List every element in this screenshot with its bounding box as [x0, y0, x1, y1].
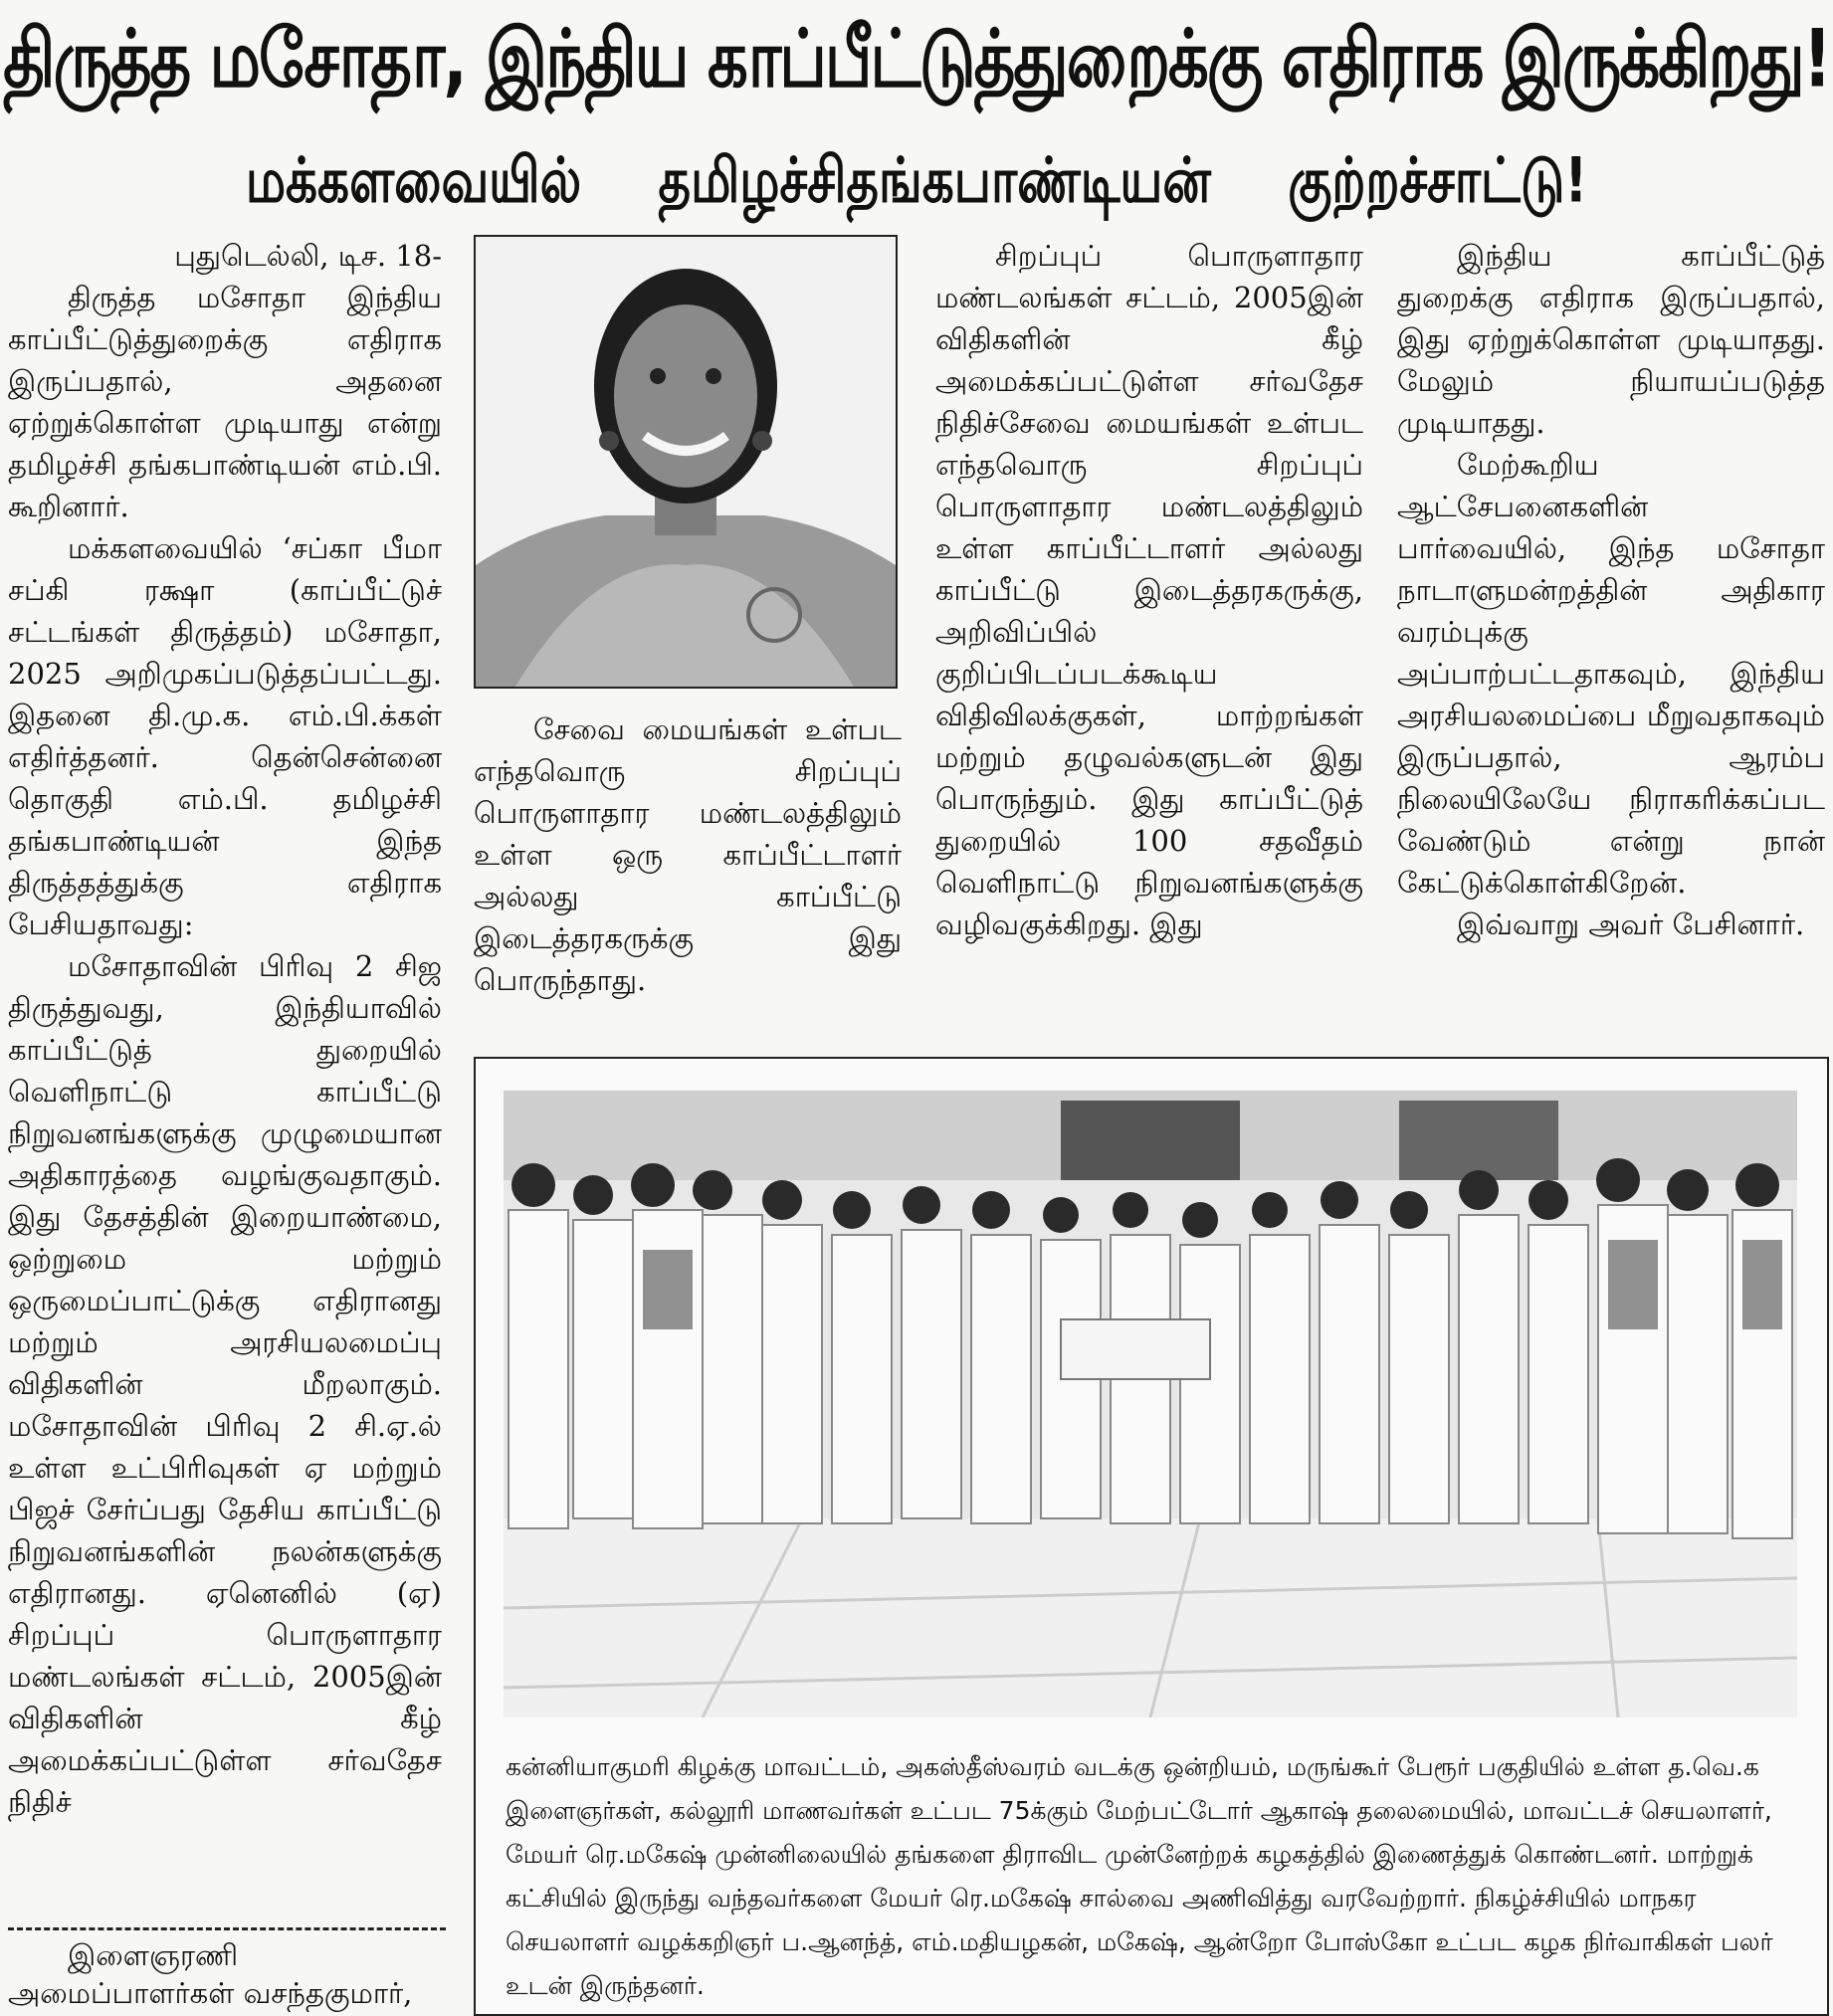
- paragraph: இளைஞரணி அமைப்பாளர்கள் வசந்தகுமார்,: [8, 1938, 413, 2010]
- group-photo-box: [474, 1057, 1829, 2016]
- paragraph: இந்திய காப்பீட்டுத் துறைக்கு எதிராக இருப்பதால், இது ஏற்றுக்கொள்ள முடியாதது. மேலும் நியாயப்படுத்த முடியாதது.: [1397, 239, 1825, 440]
- portrait-photo: [474, 235, 898, 689]
- paragraph: மசோதாவின் பிரிவு 2 சிஜ திருத்துவது, இந்தியாவில் காப்பீட்டுத் துறையில் வெளிநாட்டு காப்பீட்டு நிறுவனங்களுக்கு முழுமையான அதிகாரத்தை வழங்குவதாகும். இது தேசத்தின் இறையாண்மை, ஒற்றுமை மற்றும் ஒருமைப்பாட்டுக்கு எதிரானது மற்றும் அரசியலமைப்பு விதிகளின் மீறலாகும். மசோதாவின் பிரிவு 2 சி.ஏ.ல் உள்ள உட்பிரிவுகள் ஏ மற்றும் பிஜச் சேர்ப்பது தேசிய காப்பீட்டு நிறுவனங்களின் நலன்களுக்கு எதிரானது. ஏனெனில் (ஏ) சிறப்புப் பொருளாதார மண்டலங்கள் சட்டம், 2005இன் விதிகளின் கீழ் அமைக்கப்பட்டுள்ள சர்வதேச நிதிச்: [8, 949, 442, 1819]
- paragraph: சிறப்புப் பொருளாதார மண்டலங்கள் சட்டம், 2005இன் விதிகளின் கீழ் அமைக்கப்பட்டுள்ள சர்வதேச நிதிச்சேவை மையங்கள் உள்பட எந்தவொரு சிறப்புப் பொருளாதார மண்டலத்திலும் உள்ள காப்பீட்டாளர் அல்லது காப்பீட்டு இடைத்தரகருக்கு, அறிவிப்பில் குறிப்பிடப்படக்கூடிய விதிவிலக்குகள், மாற்றங்கள் மற்றும் தழுவல்களுடன் இது பொருந்தும். இது காப்பீட்டுத் துறையில் 100 சதவீதம் வெளிநாட்டு நிறுவனங்களுக்கு வழிவகுக்கிறது. இது: [935, 239, 1363, 941]
- paragraph: திருத்த மசோதா இந்திய காப்பீட்டுத்துறைக்கு எதிராக இருப்பதால், அதனை ஏற்றுக்கொள்ள முடியாது என்று தமிழச்சி தங்கபாண்டியன் எம்.பி. கூறினார்.: [8, 281, 442, 523]
- article-column-1: [8, 235, 442, 2016]
- article-column-3: [935, 235, 1363, 1031]
- second-article: [8, 1936, 442, 2012]
- paragraph: மக்களவையில் ‘சப்கா பீமா சப்கி ரக்ஷா (காப்பீட்டுச் சட்டங்கள் திருத்தம்) மசோதா, 2025 அறிமுகப்படுத்தப்பட்டது. இதனை தி.மு.க. எம்.பி.க்கள் எதிர்த்தனர். தென்சென்னை தொகுதி எம்.பி. தமிழச்சி தங்கபாண்டியன் இந்த திருத்தத்துக்கு எதிராக பேசியதாவது:: [8, 531, 442, 941]
- column-divider: [8, 1927, 446, 1930]
- paragraph: இவ்வாறு அவர் பேசினார்.: [1457, 907, 1805, 941]
- portrait-image: [476, 237, 896, 687]
- headline: திருத்த மசோதா, இந்திய காப்பீட்டுத்துறைக்கு எதிராக இருக்கிறது!: [3, 13, 1830, 106]
- paragraph: சேவை மையங்கள் உள்பட எந்தவொரு சிறப்புப் பொருளாதார மண்டலத்திலும் உள்ள ஒரு காப்பீட்டாளர் அல்லது காப்பீட்டு இடைத்தரகருக்கு இது பொருந்தாது.: [474, 712, 902, 997]
- group-photo-image: [504, 1091, 1797, 1717]
- paragraph: மேற்கூறிய ஆட்சேபனைகளின் பார்வையில், இந்த மசோதா நாடாளுமன்றத்தின் அதிகார வரம்புக்கு அப்பாற்பட்டதாகவும், இந்திய அரசியலமைப்பை மீறுவதாகவும் இருப்பதால், ஆரம்ப நிலையிலேயே நிராகரிக்கப்பட வேண்டும் என்று நான் கேட்டுக்கொள்கிறேன்.: [1397, 448, 1825, 900]
- photo-caption: கன்னியாகுமரி கிழக்கு மாவட்டம், அகஸ்தீஸ்வரம் வடக்கு ஒன்றியம், மருங்கூர் பேரூர் பகுதியில் உள்ள த.வெ.க இளைஞர்கள், கல்லூரி மாணவர்கள் உட்பட 75க்கும் மேற்பட்டோர் ஆகாஷ் தலைமையில், மாவட்டச் செயலாளர், மேயர் ரெ.மகேஷ் முன்னிலையில் தங்களை திராவிட முன்னேற்றக் கழகத்தில் இணைத்துக் கொண்டனர். மாற்றுக் கட்சியில் இருந்து வந்தவர்களை மேயர் ரெ.மகேஷ் சால்வை அணிவித்து வரவேற்றார். நிகழ்ச்சியில் மாநகர செயலாளர் வழக்கறிஞர் ப.ஆனந்த், எம்.மதியழகன், மகேஷ், ஆன்றோ போஸ்கோ உட்பட கழக நிர்வாகிகள் பலர் உடன் இருந்தனர்.: [506, 1752, 1773, 2000]
- dateline: புதுடெல்லி, டிச. 18-: [174, 239, 442, 273]
- subheadline: மக்களவையில் தமிழச்சிதங்கபாண்டியன் குற்றச்சாட்டு!: [245, 143, 1588, 216]
- article-column-4: [1397, 235, 1825, 1031]
- group-photo: [504, 1091, 1797, 1717]
- article-column-2: [474, 708, 902, 1027]
